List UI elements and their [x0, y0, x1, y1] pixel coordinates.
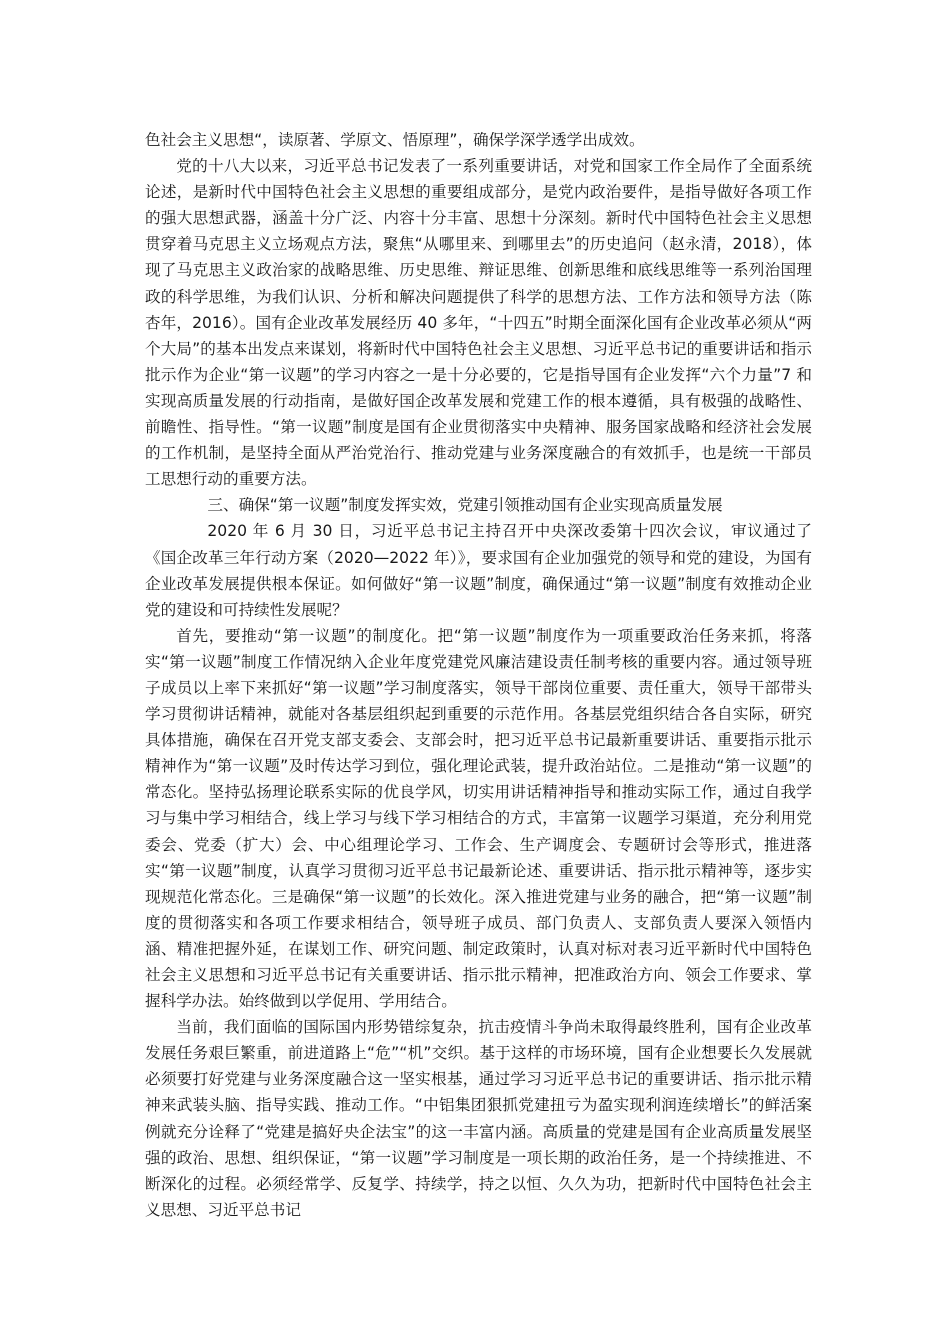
paragraph-reform-plan: 2020 年 6 月 30 日，习近平总书记主持召开中央深改委第十四次会议，审议通过了《国企改革三年行动方案（2020—2022 年）》，要求国有企业加强党的领导和党的建设，为国有企业改革发展提供根本保证。如何做好“第一议题”制度，确保通过“第一议题”制度有效推动企业党的建设和可持续性发展呢？: [145, 522, 812, 619]
paragraph-institutionalization: 首先，要推动“第一议题”的制度化。把“第一议题”制度作为一项重要政治任务来抓，将落实“第一议题”制度工作情况纳入企业年度党建党风廉洁建设责任制考核的重要内容。通过领导班子成员以上率下来抓好“第一议题”学习制度落实，领导干部岗位重要、责任重大，领导干部带头学习贯彻讲话精神，就能对各基层组织起到重要的示范作用。各基层党组织结合各自实际，研究具体措施，确保在召开党支部支委会、支部会时，把习近平总书记最新重要讲话、重要指示批示精神作为“第一议题”及时传达学习到位，强化理论武装，提升政治站位。二是推动“第一议题”的常态化。坚持弘扬理论联系实际的优良学风，切实用讲话精神指导和推动实际工作，通过自我学习与集中学习相结合，线上学习与线下学习相结合的方式，丰富第一议题学习渠道，充分利用党委会、党委（扩大）会、中心组理论学习、工作会、生产调度会、专题研讨会等形式，推进落实“第一议题”制度，认真学习贯彻习近平总书记最新论述、重要讲话、指示批示精神等，逐步实现规范化常态化。三是确保“第一议题”的长效化。深入推进党建与业务的融合，把“第一议题”制度的贯彻落实和各项工作要求相结合，领导班子成员、部门负责人、支部负责人要深入领悟内涵、精准把握外延，在谋划工作、研究问题、制定政策时，认真对标对表习近平新时代中国特色社会主义思想和习近平总书记有关重要讲话、指示批示精神，把准政治方向、领会工作要求、掌握科学办法。始终做到以学促用、学用结合。: [145, 626, 812, 1011]
document-body: [145, 127, 812, 1223]
paragraph-speeches: 党的十八大以来，习近平总书记发表了一系列重要讲话，对党和国家工作全局作了全面系统论述，是新时代中国特色社会主义思想的重要组成部分，是党内政治要件，是指导做好各项工作的强大思想武器，涵盖十分广泛、内容十分丰富、思想十分深刻。新时代中国特色社会主义思想贯穿着马克思主义立场观点方法，聚焦“从哪里来、到哪里去”的历史追问（赵永清，2018），体现了马克思主义政治家的战略思维、历史思维、辩证思维、创新思维和底线思维等一系列治国理政的科学思维，为我们认识、分析和解决问题提供了科学的思想方法、工作方法和领导方法（陈杏年，2016）。国有企业改革发展经历 40 多年，“十四五”时期全面深化国有企业改革必须从“两个大局”的基本出发点来谋划，将新时代中国特色社会主义思想、习近平总书记的重要讲话和指示批示作为企业“第一议题”的学习内容之一是十分必要的，它是指导国有企业发挥“六个力量”7 和实现高质量发展的行动指南，是做好国企改革发展和党建工作的根本遵循，具有极强的战略性、前瞻性、指导性。“第一议题”制度是国有企业贯彻落实中央精神、服务国家战略和经济社会发展的工作机制，是坚持全面从严治党治行、推动党建与业务深度融合的有效抓手，也是统一干部员工思想行动的重要方法。: [145, 157, 812, 489]
paragraph-continuation: 色社会主义思想“，读原著、学原文、悟原理”，确保学深学透学出成效。: [145, 131, 645, 149]
section-heading-3: 三、确保“第一议题”制度发挥实效，党建引领推动国有企业实现高质量发展: [207, 496, 723, 515]
paragraph-current-situation: 当前，我们面临的国际国内形势错综复杂，抗击疫情斗争尚未取得最终胜利，国有企业改革发展任务艰巨繁重，前进道路上“危”“机”交织。基于这样的市场环境，国有企业想要长久发展就必须要打好党建与业务深度融合这一坚实根基，通过学习习近平总书记的重要讲话、指示批示精神来武装头脑、指导实践、推动工作。“中铝集团狠抓党建扭亏为盈实现利润连续增长”的鲜活案例就充分诠释了“党建是搞好央企法宝”的这一丰富内涵。高质量的党建是国有企业高质量发展坚强的政治、思想、组织保证，“第一议题”学习制度是一项长期的政治任务，是一个持续推进、不断深化的过程。必须经常学、反复学、持续学，持之以恒、久久为功，把新时代中国特色社会主义思想、习近平总书记: [145, 1018, 812, 1219]
